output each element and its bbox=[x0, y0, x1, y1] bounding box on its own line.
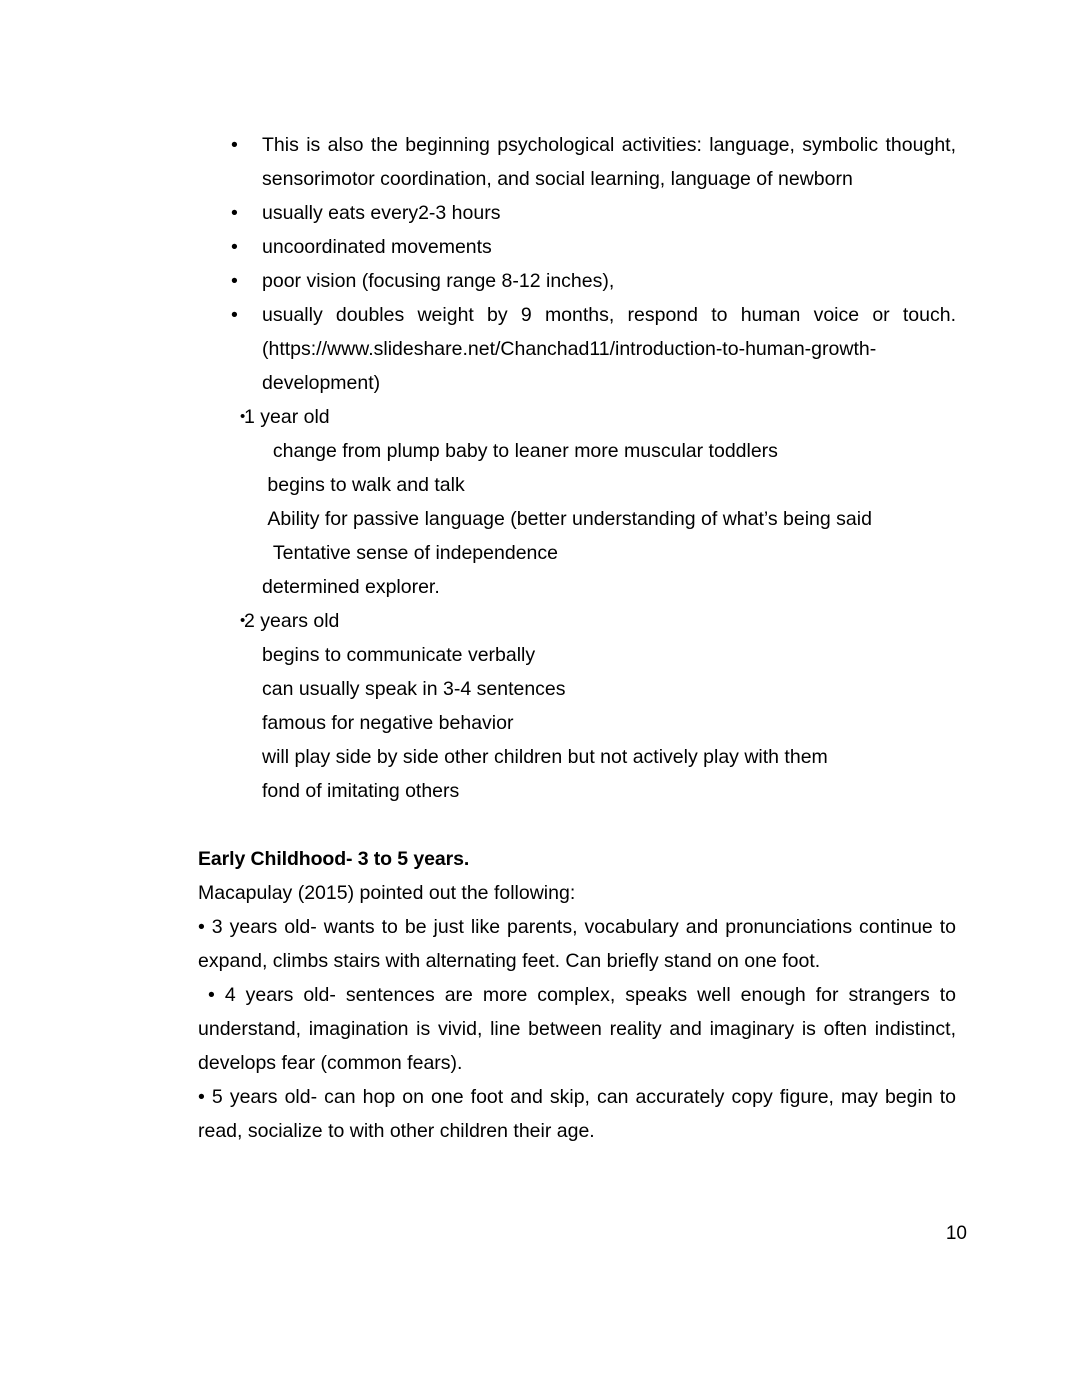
infancy-bullet-list bbox=[198, 128, 956, 400]
age-group-heading bbox=[198, 400, 956, 434]
early-childhood-item-5-years: • 5 years old- can hop on one foot and skip, can accurately copy figure, may begin to read, socialize to with other children their age. bbox=[198, 1086, 962, 1142]
age-group-1-year bbox=[198, 400, 956, 604]
page-number: 10 bbox=[945, 1223, 967, 1244]
list-item: determined explorer. bbox=[262, 576, 440, 598]
list-item: fond of imitating others bbox=[262, 780, 460, 802]
bullet-icon: • bbox=[240, 408, 246, 425]
bullet-icon: • bbox=[231, 304, 238, 326]
section-intro-text: Macapulay (2015) pointed out the following: bbox=[198, 882, 576, 904]
list-item-text: usually eats every2-3 hours bbox=[262, 202, 501, 224]
early-childhood-item-3-years: • 3 years old- wants to be just like parents, vocabulary and pronunciations continue to expand, climbs stairs with alternating feet. Can briefly stand on one foot. bbox=[198, 916, 962, 972]
age-group-sublist bbox=[198, 638, 956, 808]
paragraph-spacer bbox=[198, 808, 956, 842]
bullet-icon: • bbox=[240, 612, 246, 629]
list-item bbox=[198, 128, 956, 196]
age-group-heading bbox=[198, 604, 956, 638]
list-item: will play side by side other children but not actively play with them bbox=[262, 746, 828, 768]
list-item bbox=[198, 230, 956, 264]
section-heading-early-childhood: Early Childhood- 3 to 5 years. bbox=[198, 848, 470, 870]
bullet-icon: • bbox=[231, 134, 238, 156]
list-item-text: usually doubles weight by 9 months, respond to human voice or touch. (https://www.slideshare.net/Chanchad11/introduction-to-human-growth-development) bbox=[262, 304, 956, 394]
age-group-sublist bbox=[198, 434, 956, 604]
list-item-text: poor vision (focusing range 8-12 inches), bbox=[262, 270, 615, 292]
list-item: famous for negative behavior bbox=[262, 712, 514, 734]
list-item: change from plump baby to leaner more muscular toddlers bbox=[262, 440, 778, 462]
list-item: can usually speak in 3-4 sentences bbox=[262, 678, 566, 700]
list-item: Tentative sense of independence bbox=[262, 542, 558, 564]
page-content bbox=[198, 128, 962, 1148]
list-item: Ability for passive language (better understanding of what’s being said bbox=[262, 508, 872, 530]
list-item-text: uncoordinated movements bbox=[262, 236, 492, 258]
age-group-label: 2 years old bbox=[244, 610, 340, 632]
list-item: begins to communicate verbally bbox=[262, 644, 536, 666]
list-item: begins to walk and talk bbox=[262, 474, 465, 496]
list-item bbox=[198, 264, 956, 298]
bullet-icon: • bbox=[231, 202, 238, 224]
early-childhood-item-4-years: • 4 years old- sentences are more complex, speaks well enough for strangers to understand, imagination is vivid, line between reality and imaginary is often indistinct, develops fear (common fears). bbox=[198, 984, 962, 1074]
list-item-text: This is also the beginning psychological activities: language, symbolic thought, sensorimotor coordination, and social learning, language of newborn bbox=[262, 134, 956, 190]
list-item bbox=[198, 298, 956, 400]
bullet-icon: • bbox=[231, 270, 238, 292]
age-group-2-years bbox=[198, 604, 956, 808]
age-group-label: 1 year old bbox=[244, 406, 330, 428]
list-item bbox=[198, 196, 956, 230]
bullet-icon: • bbox=[231, 236, 238, 258]
